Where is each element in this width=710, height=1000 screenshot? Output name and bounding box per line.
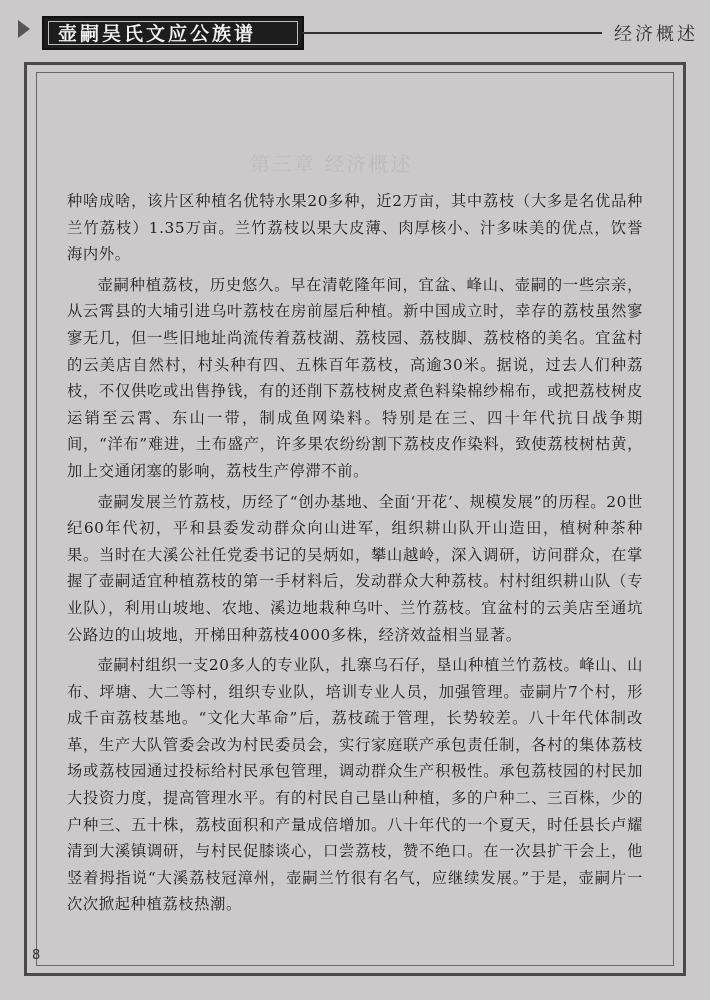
body-text	[67, 188, 643, 918]
section-title: 经济概述	[614, 24, 698, 45]
paragraph: 种啥成啥，该片区种植名优特水果20多种，近2万亩，其中荔枝（大多是名优品种兰竹荔枝）1.35万亩。兰竹荔枝以果大皮薄、肉厚核小、汁多味美的优点，饮誉海内外。	[67, 192, 643, 264]
bleed-through-heading: 第三章 经济概述	[250, 152, 413, 176]
paragraph: 壶嗣种植荔枝，历史悠久。早在清乾隆年间，宜盆、峰山、壶嗣的一些宗亲，从云霄县的大埔引进乌叶荔枝在房前屋后种植。新中国成立时，幸存的荔枝虽然寥寥无几，但一些旧地址尚流传着荔枝湖、荔枝园、荔枝脚、荔枝格的美名。宜盆村的云美店自然村，村头种有四、五株百年荔枝，高逾30米。据说，过去人们种荔枝，不仅供吃或出售挣钱，有的还削下荔枝树皮煮色料染棉纱棉布，或把荔枝树皮运销至云霄、东山一带，制成鱼网染料。特别是在三、四十年代抗日战争期间，“洋布”难进，土布盛产，许多果农纷纷割下荔枝皮作染料，致使荔枝树枯黄，加上交通闭塞的影响，荔枝生产停滞不前。	[67, 275, 643, 480]
header-rule	[302, 32, 602, 34]
book-title: 壶嗣吴氏文应公族谱	[58, 23, 257, 45]
triangle-marker-icon	[18, 20, 30, 38]
page-header	[0, 8, 710, 52]
page-number: 8	[32, 948, 41, 963]
paragraph: 壶嗣发展兰竹荔枝，历经了“创办基地、全面‘开花’、规模发展”的历程。20世纪60年代初，平和县委发动群众向山进军，组织耕山队开山造田，植树种茶种果。当时在大溪公社任党委书记的吴炳如，攀山越岭，深入调研，访问群众，在掌握了壶嗣适宜种植荔枝的第一手材料后，发动群众大种荔枝。村村组织耕山队（专业队），利用山坡地、农地、溪边地栽种乌叶、兰竹荔枝。宜盆村的云美店至通坑公路边的山坡地，开梯田种荔枝4000多株，经济效益相当显著。	[67, 492, 643, 644]
paragraph: 壶嗣村组织一支20多人的专业队，扎寨乌石仔，垦山种植兰竹荔枝。峰山、山布、坪塘、大二等村，组织专业队，培训专业人员，加强管理。壶嗣片7个村，形成千亩荔枝基地。“文化大革命”后，荔枝疏于管理，长势较差。八十年代体制改革，生产大队管委会改为村民委员会，实行家庭联产承包责任制，各村的集体荔枝场或荔枝园通过投标给村民承包管理，调动群众生产积极性。承包荔枝园的村民加大投资力度，提高管理水平。有的村民自己垦山种植，多的户种二、三百株，少的户种三、五十株，荔枝面积和产量成倍增加。八十年代的一个夏天，时任县长卢耀清到大溪镇调研，与村民促膝谈心，口尝荔枝，赞不绝口。在一次县扩干会上，他竖着拇指说“大溪荔枝冠漳州，壶嗣兰竹很有名气，应继续发展。”于是，壶嗣片一次次掀起种植荔枝热潮。	[67, 656, 643, 914]
